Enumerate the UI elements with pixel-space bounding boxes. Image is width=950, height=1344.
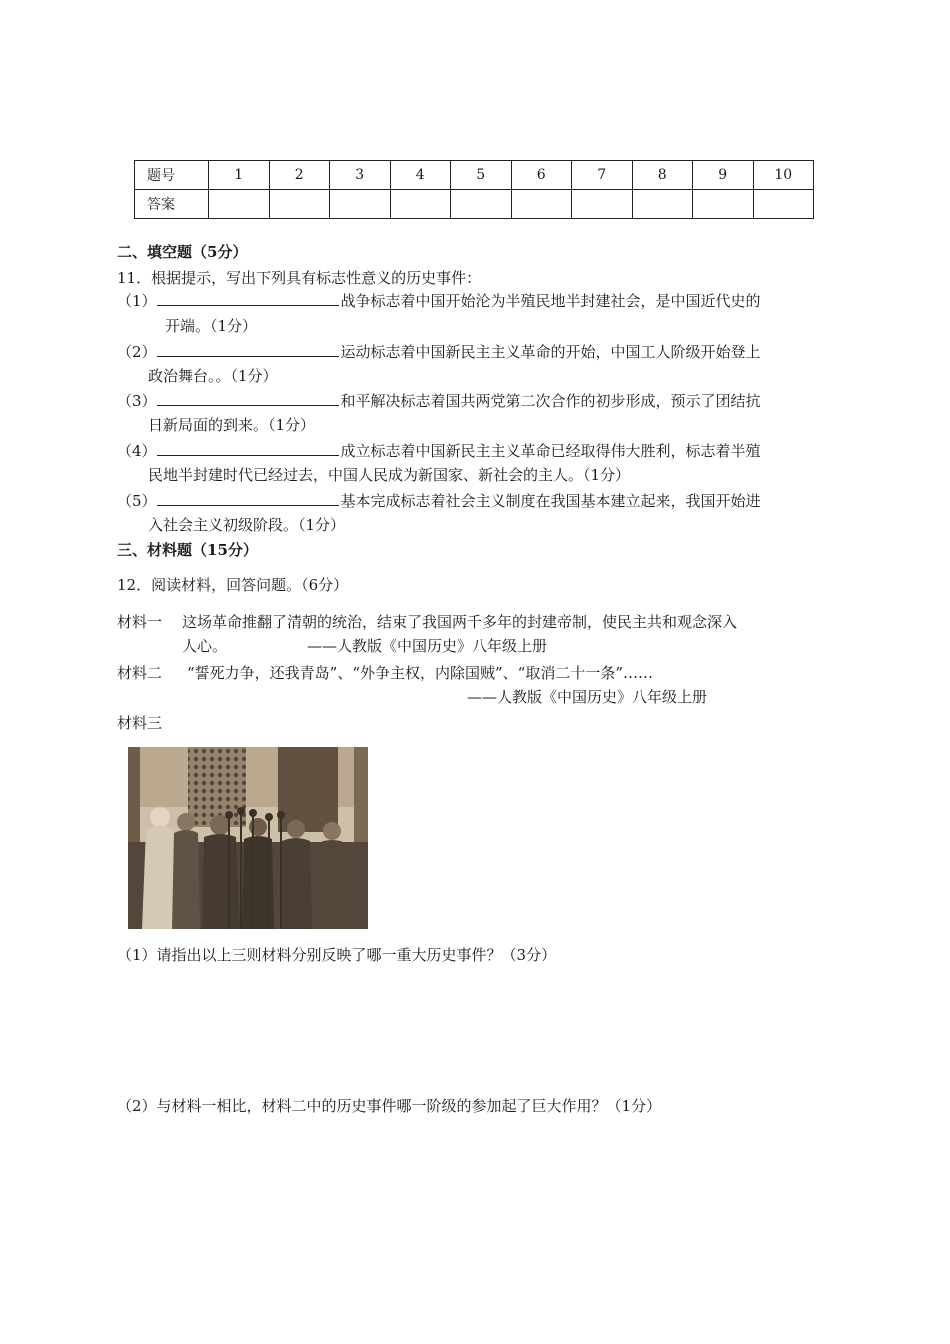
answer-cell[interactable] bbox=[632, 190, 693, 219]
material2-source: ——人教版《中国历史》八年级上册 bbox=[467, 688, 708, 706]
material2-label: 材料二 bbox=[117, 664, 163, 682]
fill-item-5 bbox=[117, 490, 761, 511]
answer-cell[interactable] bbox=[330, 190, 391, 219]
question-number-cell: 2 bbox=[269, 161, 330, 190]
question-number-cell: 8 bbox=[632, 161, 693, 190]
question-1: （1）请指出以上三则材料分别反映了哪一重大历史事件？（3分） bbox=[117, 946, 557, 964]
answer-cell[interactable] bbox=[572, 190, 633, 219]
section3-title: 三、材料题（15分） bbox=[117, 541, 258, 559]
fill-item-5-cont: 入社会主义初级阶段。（1分） bbox=[148, 516, 346, 534]
fill-item-1 bbox=[117, 290, 761, 311]
answer-cell[interactable] bbox=[209, 190, 270, 219]
answer-table-answer-row bbox=[135, 190, 814, 219]
item-number: （2） bbox=[117, 343, 157, 361]
item-text: 运动标志着中国新民主主义革命的开始，中国工人阶级开始登上 bbox=[340, 343, 761, 361]
fill-item-4 bbox=[117, 440, 761, 461]
q12-stem: 12．阅读材料，回答问题。（6分） bbox=[117, 576, 349, 594]
question-number-cell: 3 bbox=[330, 161, 391, 190]
answer-cell[interactable] bbox=[693, 190, 754, 219]
question-number-cell: 1 bbox=[209, 161, 270, 190]
fill-item-1-cont: 开端。（1分） bbox=[165, 317, 258, 335]
material1-label: 材料一 bbox=[117, 613, 163, 631]
answer-blank[interactable] bbox=[157, 441, 339, 456]
answer-cell[interactable] bbox=[753, 190, 814, 219]
item-text: 战争标志着中国开始沦为半殖民地半封建社会，是中国近代史的 bbox=[340, 292, 761, 310]
fill-item-3 bbox=[117, 390, 761, 411]
section2-title: 二、填空题（5分） bbox=[117, 243, 248, 261]
fill-item-4-cont: 民地半封建时代已经过去，中国人民成为新国家、新社会的主人。（1分） bbox=[148, 466, 631, 484]
answer-cell[interactable] bbox=[269, 190, 330, 219]
item-number: （4） bbox=[117, 442, 157, 460]
material1-source: ——人教版《中国历史》八年级上册 bbox=[307, 637, 548, 655]
material1-text: 这场革命推翻了清朝的统治，结束了我国两千多年的封建帝制，使民主共和观念深入 bbox=[182, 613, 738, 631]
question-number-cell: 5 bbox=[451, 161, 512, 190]
item-text: 成立标志着中国新民主主义革命已经取得伟大胜利，标志着半殖 bbox=[340, 442, 761, 460]
question-number-cell: 9 bbox=[693, 161, 754, 190]
material1-text-cont: 人心。 bbox=[182, 637, 228, 655]
item-number: （1） bbox=[117, 292, 157, 310]
fill-item-2-cont: 政治舞台。。（1分） bbox=[148, 367, 278, 385]
answer-blank[interactable] bbox=[157, 391, 339, 406]
question-number-cell: 6 bbox=[511, 161, 572, 190]
answer-blank[interactable] bbox=[157, 291, 339, 306]
question-number-cell: 7 bbox=[572, 161, 633, 190]
material2-text: “誓死力争，还我青岛”、“外争主权，内除国贼”、“取消二十一条”…… bbox=[187, 664, 654, 682]
question-number-label: 题号 bbox=[135, 161, 209, 190]
item-text: 基本完成标志着社会主义制度在我国基本建立起来，我国开始进 bbox=[340, 492, 761, 510]
question-2: （2）与材料一相比，材料二中的历史事件哪一阶级的参加起了巨大作用？（1分） bbox=[117, 1097, 662, 1115]
item-number: （5） bbox=[117, 492, 157, 510]
historical-photo bbox=[128, 747, 368, 929]
item-number: （3） bbox=[117, 392, 157, 410]
answer-cell[interactable] bbox=[390, 190, 451, 219]
answer-label: 答案 bbox=[135, 190, 209, 219]
answer-table-header-row bbox=[135, 161, 814, 190]
answer-cell[interactable] bbox=[451, 190, 512, 219]
answer-table bbox=[134, 160, 814, 219]
question-number-cell: 4 bbox=[390, 161, 451, 190]
q11-stem: 11．根据提示，写出下列具有标志性意义的历史事件： bbox=[117, 269, 482, 287]
fill-item-2 bbox=[117, 341, 761, 362]
item-text: 和平解决标志着国共两党第二次合作的初步形成，预示了团结抗 bbox=[340, 392, 761, 410]
photo-illustration bbox=[128, 747, 368, 929]
answer-cell[interactable] bbox=[511, 190, 572, 219]
question-number-cell: 10 bbox=[753, 161, 814, 190]
fill-item-3-cont: 日新局面的到来。（1分） bbox=[148, 416, 316, 434]
material3-label: 材料三 bbox=[117, 714, 163, 732]
answer-blank[interactable] bbox=[157, 491, 339, 506]
answer-blank[interactable] bbox=[157, 342, 339, 357]
